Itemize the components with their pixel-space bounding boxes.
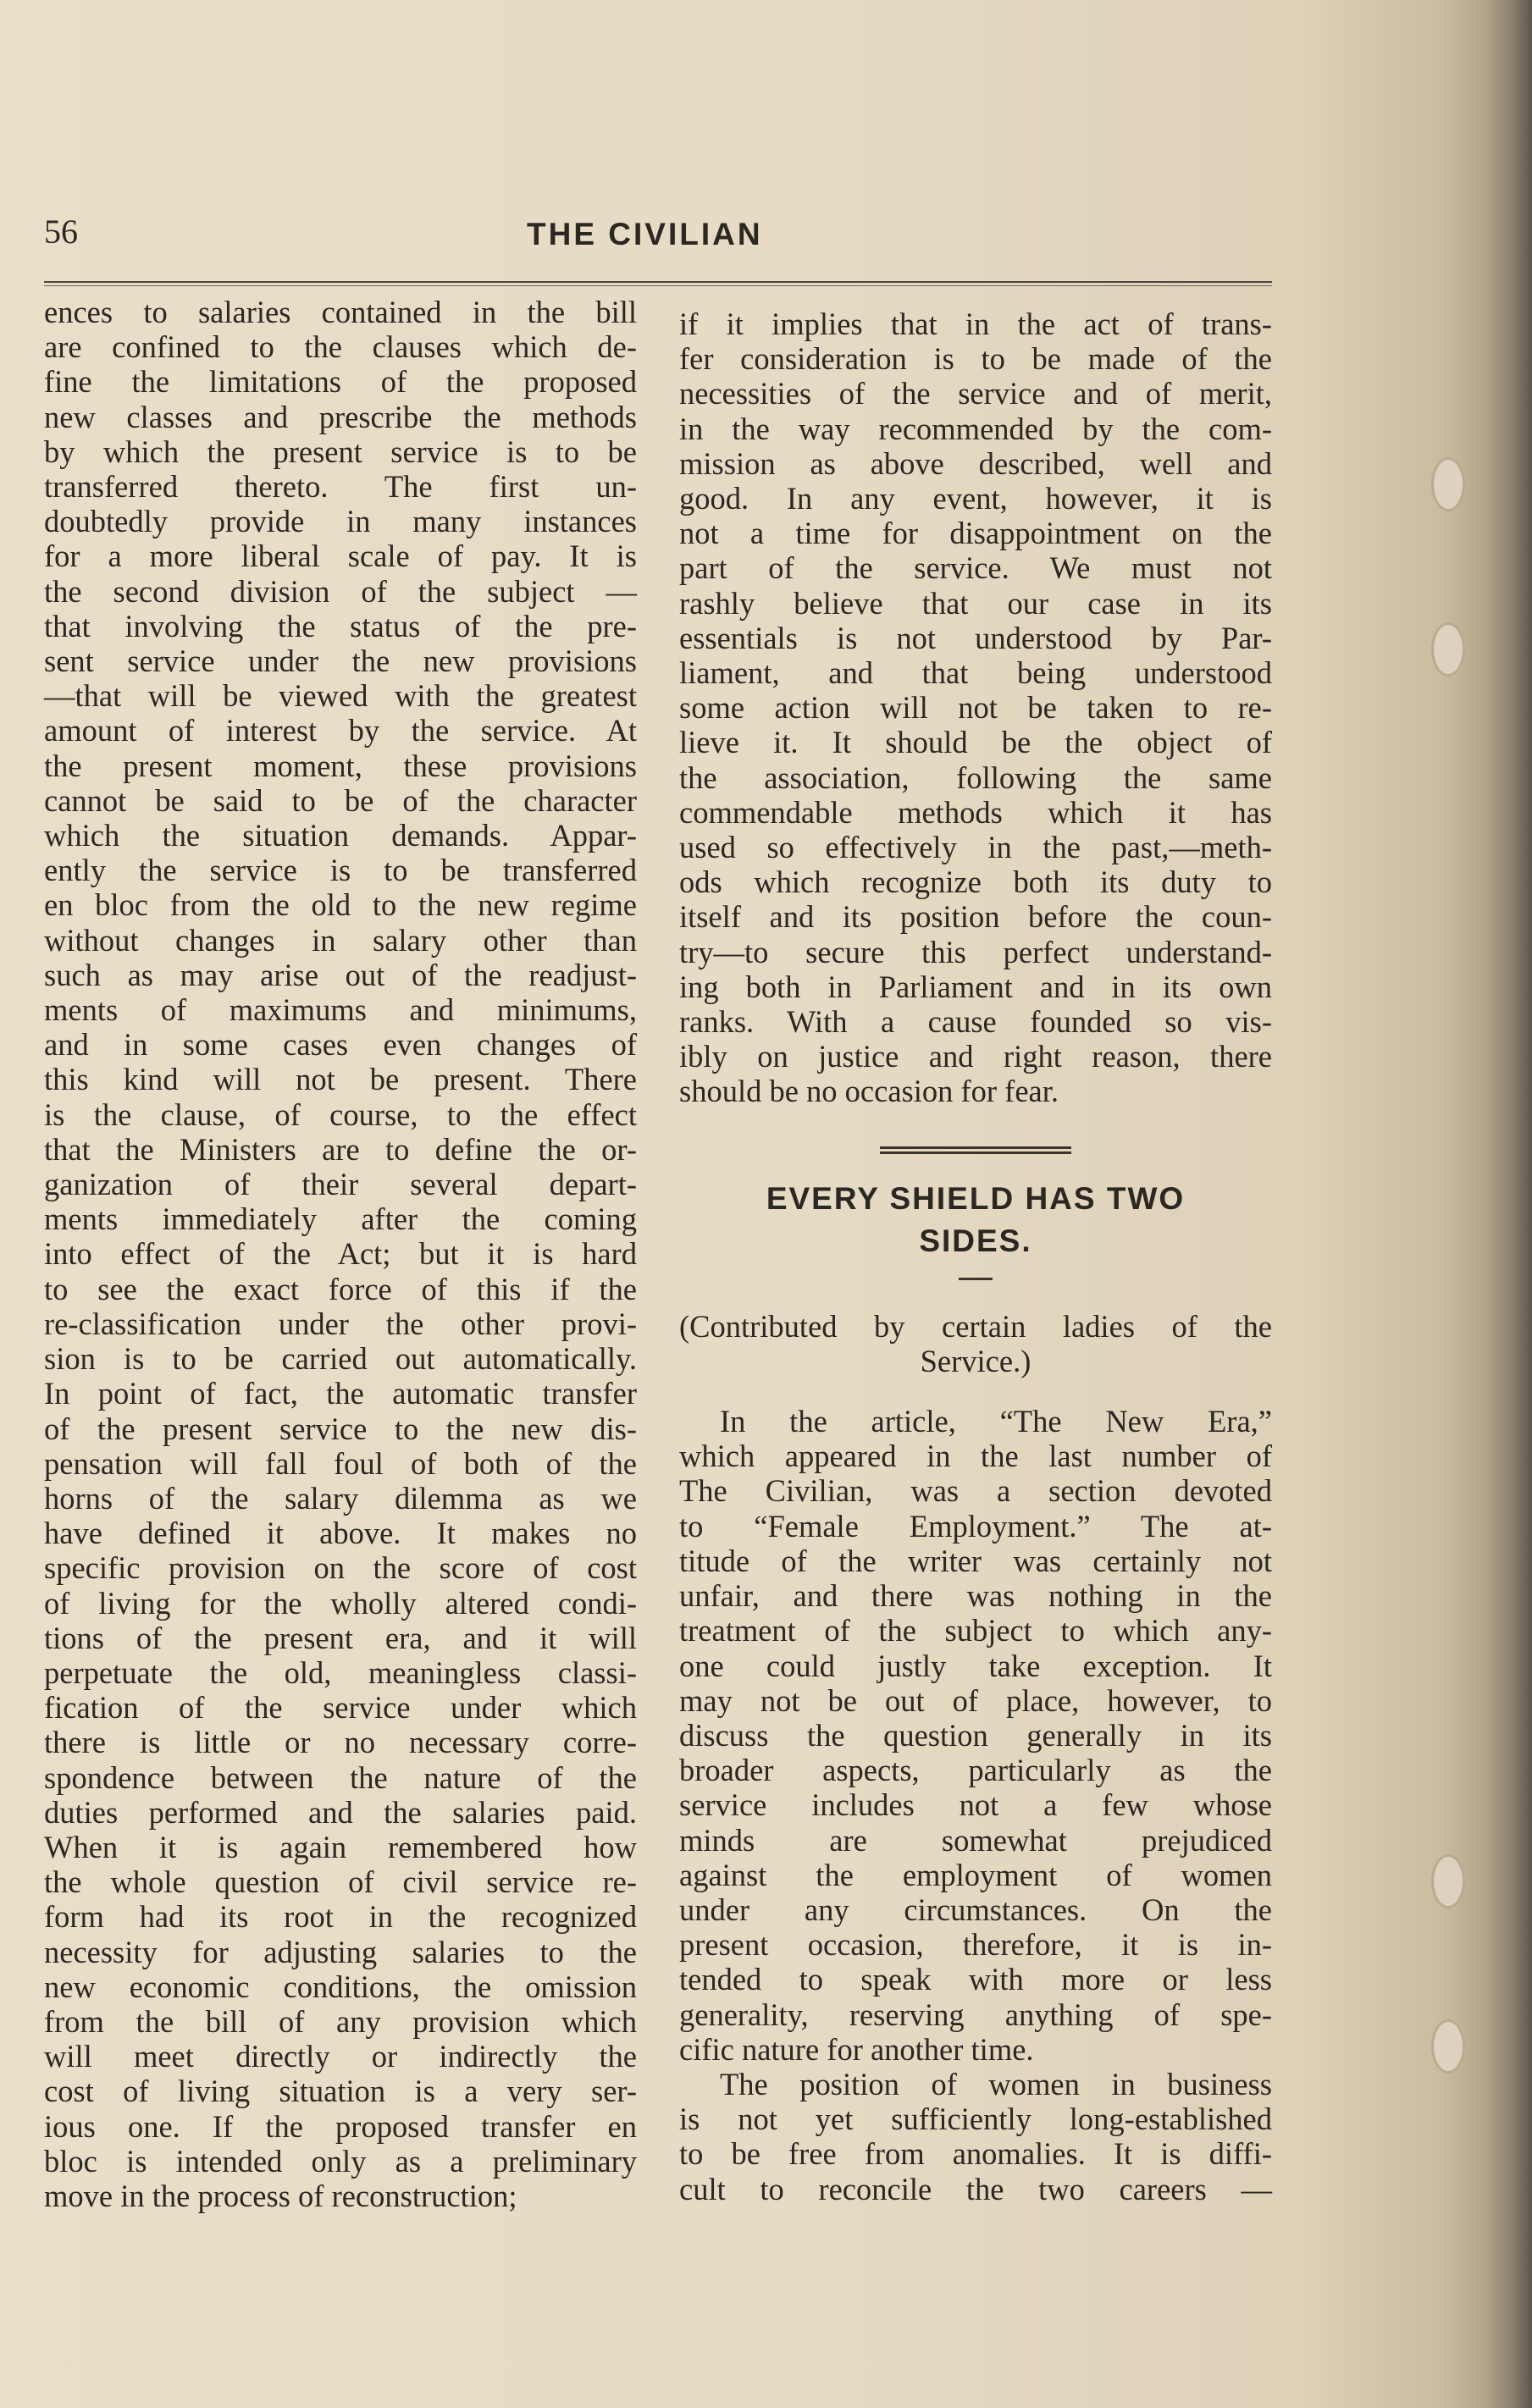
text-line: cult to reconcile the two careers —	[679, 2171, 1272, 2206]
text-line: one could justly take exception. It	[679, 1648, 1272, 1683]
contributor-note	[679, 1309, 1272, 1378]
text-line: commendable methods which it has	[679, 794, 1272, 830]
text-line: sion is to be carried out automatically.	[44, 1341, 637, 1377]
text-line: duties performed and the salaries paid.	[44, 1794, 637, 1830]
text-line: The position of women in business	[720, 2066, 1272, 2101]
text-line: to be free from anomalies. It is diffi-	[679, 2136, 1272, 2172]
text-line: is the clause, of course, to the effect	[44, 1096, 637, 1132]
text-line: such as may arise out of the readjust-	[44, 957, 637, 992]
text-line: sent service under the new provisions	[44, 643, 637, 679]
text-line: re-classification under the other provi-	[44, 1306, 637, 1341]
text-line: cost of living situation is a very ser-	[44, 2074, 637, 2109]
text-line: are confined to the clauses which de-	[44, 329, 637, 365]
text-line: to “Female Employment.” The at-	[679, 1508, 1272, 1544]
text-line: amount of interest by the service. At	[44, 713, 637, 748]
text-line: for a more liberal scale of pay. It is	[44, 538, 637, 574]
text-line: service includes not a few whose	[679, 1787, 1272, 1823]
text-line: good. In any event, however, it is	[679, 481, 1272, 516]
text-line: this kind will not be present. There	[44, 1062, 637, 1097]
text-line: may not be out of place, however, to	[679, 1682, 1272, 1718]
text-line: discuss the question generally in its	[679, 1717, 1272, 1753]
text-line: by which the present service is to be	[44, 434, 637, 469]
text-line: mission as above described, well and	[679, 445, 1272, 481]
text-line: In point of fact, the automatic transfer	[44, 1376, 637, 1411]
text-line: used so effectively in the past,—meth-	[679, 830, 1272, 865]
text-line: ious one. If the proposed transfer en	[44, 2108, 637, 2144]
text-line: that involving the status of the pre-	[44, 608, 637, 643]
contributor-line-1: (Contributed by certain ladies of the	[679, 1308, 1272, 1344]
text-line: ments of maximums and minimums,	[44, 992, 637, 1028]
text-line: ods which recognize both its duty to	[679, 864, 1272, 900]
text-line: should be no occasion for fear.	[679, 1074, 1059, 1109]
right-column	[679, 307, 1272, 2206]
running-header	[44, 212, 1272, 262]
text-line: have defined it above. It makes no	[44, 1516, 637, 1551]
text-line: essentials is not understood by Par-	[679, 620, 1272, 655]
section-divider	[880, 1146, 1071, 1154]
text-line: to see the exact force of this if the	[44, 1271, 637, 1306]
text-line: ibly on justice and right reason, there	[679, 1039, 1272, 1074]
text-line: horns of the salary dilemma as we	[44, 1480, 637, 1516]
text-line: ently the service is to be transferred	[44, 853, 637, 888]
text-line: In the article, “The New Era,”	[720, 1404, 1272, 1439]
text-line: will meet directly or indirectly the	[44, 2039, 637, 2074]
text-line: in the way recommended by the com-	[679, 411, 1272, 446]
text-line: from the bill of any provision which	[44, 2003, 637, 2039]
text-line: which the situation demands. Appar-	[44, 818, 637, 853]
text-line: necessity for adjusting salaries to the	[44, 1934, 637, 1969]
text-line: itself and its position before the coun-	[679, 899, 1272, 935]
binding-staple-mark	[1431, 457, 1465, 511]
text-line: ments immediately after the coming	[44, 1201, 637, 1237]
text-line: the association, following the same	[679, 759, 1272, 795]
text-line: against the employment of women	[679, 1857, 1272, 1892]
text-line: titude of the writer was certainly not	[679, 1543, 1272, 1578]
text-line: form had its root in the recognized	[44, 1899, 637, 1935]
text-line: tended to speak with more or less	[679, 1962, 1272, 1997]
text-line: the second division of the subject —	[44, 573, 637, 609]
text-line: broader aspects, particularly as the	[679, 1753, 1272, 1788]
contributor-line-2: Service.)	[920, 1343, 1031, 1378]
text-line: When it is again remembered how	[44, 1829, 637, 1864]
text-line: not a time for disappointment on the	[679, 516, 1272, 551]
text-line: is not yet sufficiently long-established	[679, 2101, 1272, 2137]
text-line: part of the service. We must not	[679, 550, 1272, 586]
text-line: of the present service to the new dis-	[44, 1411, 637, 1446]
text-line: unfair, and there was nothing in the	[679, 1578, 1272, 1614]
text-line: move in the process of reconstruction;	[44, 2178, 517, 2213]
text-line: transferred thereto. The first un-	[44, 469, 637, 505]
text-line: some action will not be taken to re-	[679, 690, 1272, 726]
text-line: fine the limitations of the proposed	[44, 364, 637, 400]
left-column	[44, 295, 637, 2213]
article-paragraph-2	[679, 2067, 1272, 2206]
binding-staple-mark	[1431, 622, 1465, 677]
text-line: try—to secure this perfect understand-	[679, 934, 1272, 969]
text-line: tions of the present era, and it will	[44, 1620, 637, 1655]
text-line: ences to salaries contained in the bill	[44, 295, 637, 329]
text-line: en bloc from the old to the new regime	[44, 887, 637, 923]
text-line: lieve it. It should be the object of	[679, 725, 1272, 760]
text-line: —that will be viewed with the greatest	[44, 678, 637, 714]
text-line: ganization of their several depart-	[44, 1167, 637, 1202]
text-line: the whole question of civil service re-	[44, 1864, 637, 1900]
text-line: under any circumstances. On the	[679, 1892, 1272, 1927]
text-line: which appeared in the last number of	[679, 1439, 1272, 1474]
publication-title: THE CIVILIAN	[527, 217, 763, 251]
text-line: there is little or no necessary corre-	[44, 1725, 637, 1760]
text-line: doubtedly provide in many instances	[44, 504, 637, 539]
article-title-line-1: EVERY SHIELD HAS TWO	[766, 1180, 1186, 1216]
text-line: necessities of the service and of merit,	[679, 376, 1272, 411]
text-line: that the Ministers are to define the or-	[44, 1131, 637, 1167]
text-line: of living for the wholly altered condi-	[44, 1585, 637, 1621]
text-line: fer consideration is to be made of the	[679, 341, 1272, 377]
text-line: perpetuate the old, meaningless classi-	[44, 1654, 637, 1690]
text-line: ranks. With a cause founded so vis-	[679, 1004, 1272, 1040]
text-line: present occasion, therefore, it is in-	[679, 1927, 1272, 1963]
title-dash	[959, 1278, 993, 1280]
text-line: The Civilian, was a section devoted	[679, 1473, 1272, 1509]
text-line: new economic conditions, the omission	[44, 1969, 637, 2004]
text-line: pensation will fall foul of both of the	[44, 1445, 637, 1481]
binding-staple-mark	[1431, 2019, 1465, 2074]
page-number: 56	[44, 213, 78, 251]
text-line: fication of the service under which	[44, 1690, 637, 1726]
text-line: treatment of the subject to which any-	[679, 1613, 1272, 1649]
text-line: rashly believe that our case in its	[679, 585, 1272, 621]
text-line: new classes and prescribe the methods	[44, 399, 637, 434]
page-spine-shadow	[1485, 0, 1532, 2408]
text-line: without changes in salary other than	[44, 922, 637, 958]
text-line: ing both in Parliament and in its own	[679, 969, 1272, 1004]
text-line: specific provision on the score of cost	[44, 1550, 637, 1586]
text-line: cannot be said to be of the character	[44, 782, 637, 818]
text-line: bloc is intended only as a preliminary	[44, 2143, 637, 2179]
text-line: the present moment, these provisions	[44, 748, 637, 783]
text-line: if it implies that in the act of trans-	[679, 307, 1272, 341]
article-paragraph-1	[679, 1404, 1272, 2067]
header-rule	[44, 281, 1272, 286]
article-title	[679, 1178, 1272, 1262]
text-line: liament, and that being understood	[679, 655, 1272, 691]
text-line: cific nature for another time.	[679, 2031, 1034, 2067]
text-line: and in some cases even changes of	[44, 1027, 637, 1063]
editorial-continuation	[679, 307, 1272, 1109]
binding-staple-mark	[1431, 1854, 1465, 1908]
text-line: generality, reserving anything of spe-	[679, 1997, 1272, 2032]
text-line: into effect of the Act; but it is hard	[44, 1236, 637, 1272]
text-line: minds are somewhat prejudiced	[679, 1822, 1272, 1858]
text-line: spondence between the nature of the	[44, 1759, 637, 1795]
article-title-line-2: SIDES.	[919, 1223, 1032, 1258]
